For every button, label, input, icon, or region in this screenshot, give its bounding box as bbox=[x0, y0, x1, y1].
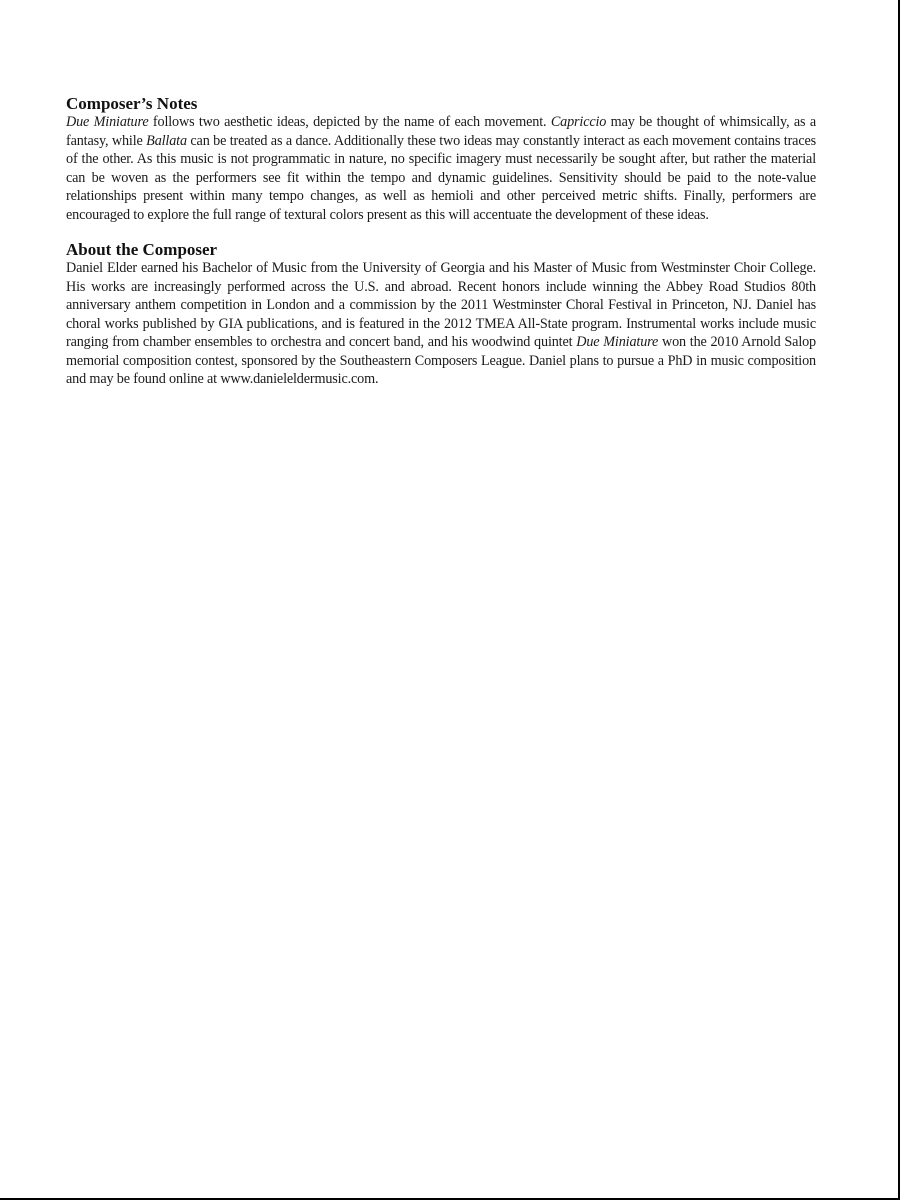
work-title: Due Miniature bbox=[576, 334, 659, 350]
text-run: Daniel Elder earned his Bachelor of Music from the University of Georgia and his Master of Music from Westminster Choir College. His works are increasingly performed across the U.S. and abroad. Recent honors include winning the Abbey Road Studios 80th anniversary anthem competition in London and a commission by the 2011 Westminster Choral Festival in Princeton, NJ. Daniel has choral works published by GIA publications, and is featured in the 2012 TMEA All-State program. Instrumental works include music ranging from chamber ensembles to orchestra and concert band, and his woodwind quintet bbox=[66, 260, 816, 350]
text-run: follows two aesthetic ideas, depicted by the name of each movement. bbox=[148, 114, 551, 130]
text-run: may be thought of whimsically, as a fantasy, while bbox=[66, 114, 817, 149]
text-run: can be treated as a dance. Additionally these two ideas may constantly interact as each movement contains traces of the other. As this music is not programmatic in nature, no specific imagery must necessarily be sought after, but rather the material can be woven as the performers see fit within the tempo and dynamic guidelines. Sensitivity should be paid to the note-value relationships present within many tempo changes, as well as hemioli and other perceived metric shifts. Finally, performers are encouraged to explore the full range of textural colors present as this will accentuate the development of these ideas. bbox=[66, 132, 816, 223]
text-run: won the 2010 Arnold Salop memorial composition contest, sponsored by the Southeastern Composers League. Daniel plans to pursue a PhD in music composition and may be found online at www.danieleldermusic.com. bbox=[66, 334, 816, 387]
composers-notes-section bbox=[66, 94, 816, 224]
about-composer-heading: About the Composer bbox=[66, 240, 218, 259]
movement-title-ballata: Ballata bbox=[146, 132, 187, 149]
about-composer-paragraph bbox=[66, 259, 816, 389]
movement-title-capriccio: Capriccio bbox=[550, 114, 607, 130]
about-composer-section bbox=[66, 240, 816, 389]
work-title: Due Miniature bbox=[66, 114, 149, 130]
page-content bbox=[66, 94, 816, 389]
composers-notes-paragraph bbox=[66, 113, 816, 224]
composers-notes-heading: Composer’s Notes bbox=[66, 94, 198, 113]
